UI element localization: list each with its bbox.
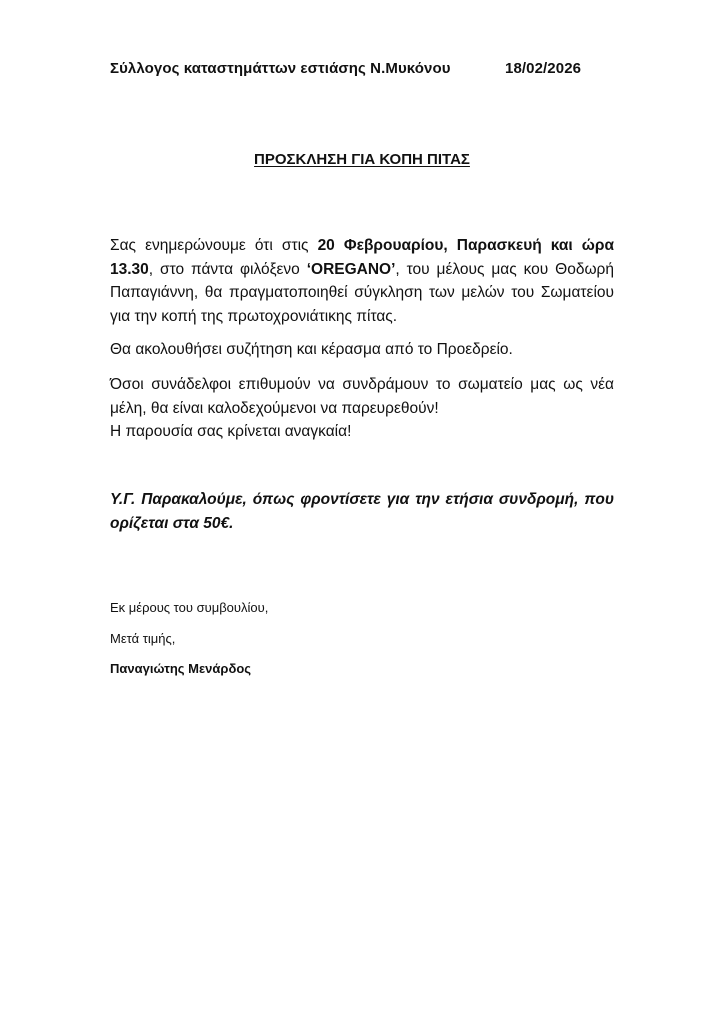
signoff-board: Εκ μέρους του συμβουλίου, bbox=[110, 600, 269, 615]
attendance-paragraph bbox=[110, 420, 614, 444]
signatory-name: Παναγιώτης Μενάρδος bbox=[110, 661, 252, 676]
new-members-text: Όσοι συνάδελφοι επιθυμούν να συνδράμουν το σωματείο μας ως νέα μέλη, θα είναι καλοδεχούμενοι να παρευρεθούν! bbox=[110, 376, 614, 417]
document-title: ΠΡΟΣΚΛΗΣΗ ΓΙΑ ΚΟΠΗ ΠΙΤΑΣ bbox=[254, 151, 470, 168]
paragraph-mid: , στο πάντα φιλόξενο bbox=[148, 260, 307, 278]
signoff-regards: Μετά τιμής, bbox=[110, 631, 176, 646]
event-venue: ‘OREGANO’ bbox=[306, 260, 396, 278]
paragraph-rest: , του μέλους μας κου Θοδωρή Παπαγιάννη, θα πραγματοποιηθεί σύγκληση των μελών του Σωματείου για την κοπή της πρωτοχρονιάτικης πίτας. bbox=[110, 260, 614, 325]
postscript-note bbox=[110, 488, 614, 535]
new-members-paragraph bbox=[110, 373, 614, 420]
discussion-paragraph bbox=[110, 338, 614, 362]
discussion-text: Θα ακολουθήσει συζήτηση και κέρασμα από το Προεδρείο. bbox=[110, 341, 513, 358]
letter-date: 18/02/2026 bbox=[505, 60, 582, 77]
paragraph-intro: Σας ενημερώνουμε ότι στις bbox=[110, 237, 318, 254]
event-datetime: 20 Φεβρουαρίου, Παρασκευή και ώρα 13.30 bbox=[110, 237, 614, 278]
organization-name: Σύλλογος καταστημάττων εστιάσης Ν.Μυκόνου bbox=[110, 60, 451, 77]
invitation-paragraph bbox=[110, 234, 614, 328]
postscript-text: Υ.Γ. Παρακαλούμε, όπως φροντίσετε για την ετήσια συνδρομή, που ορίζεται στα 50€. bbox=[110, 491, 614, 532]
attendance-text: Η παρουσία σας κρίνεται αναγκαία! bbox=[110, 423, 352, 440]
